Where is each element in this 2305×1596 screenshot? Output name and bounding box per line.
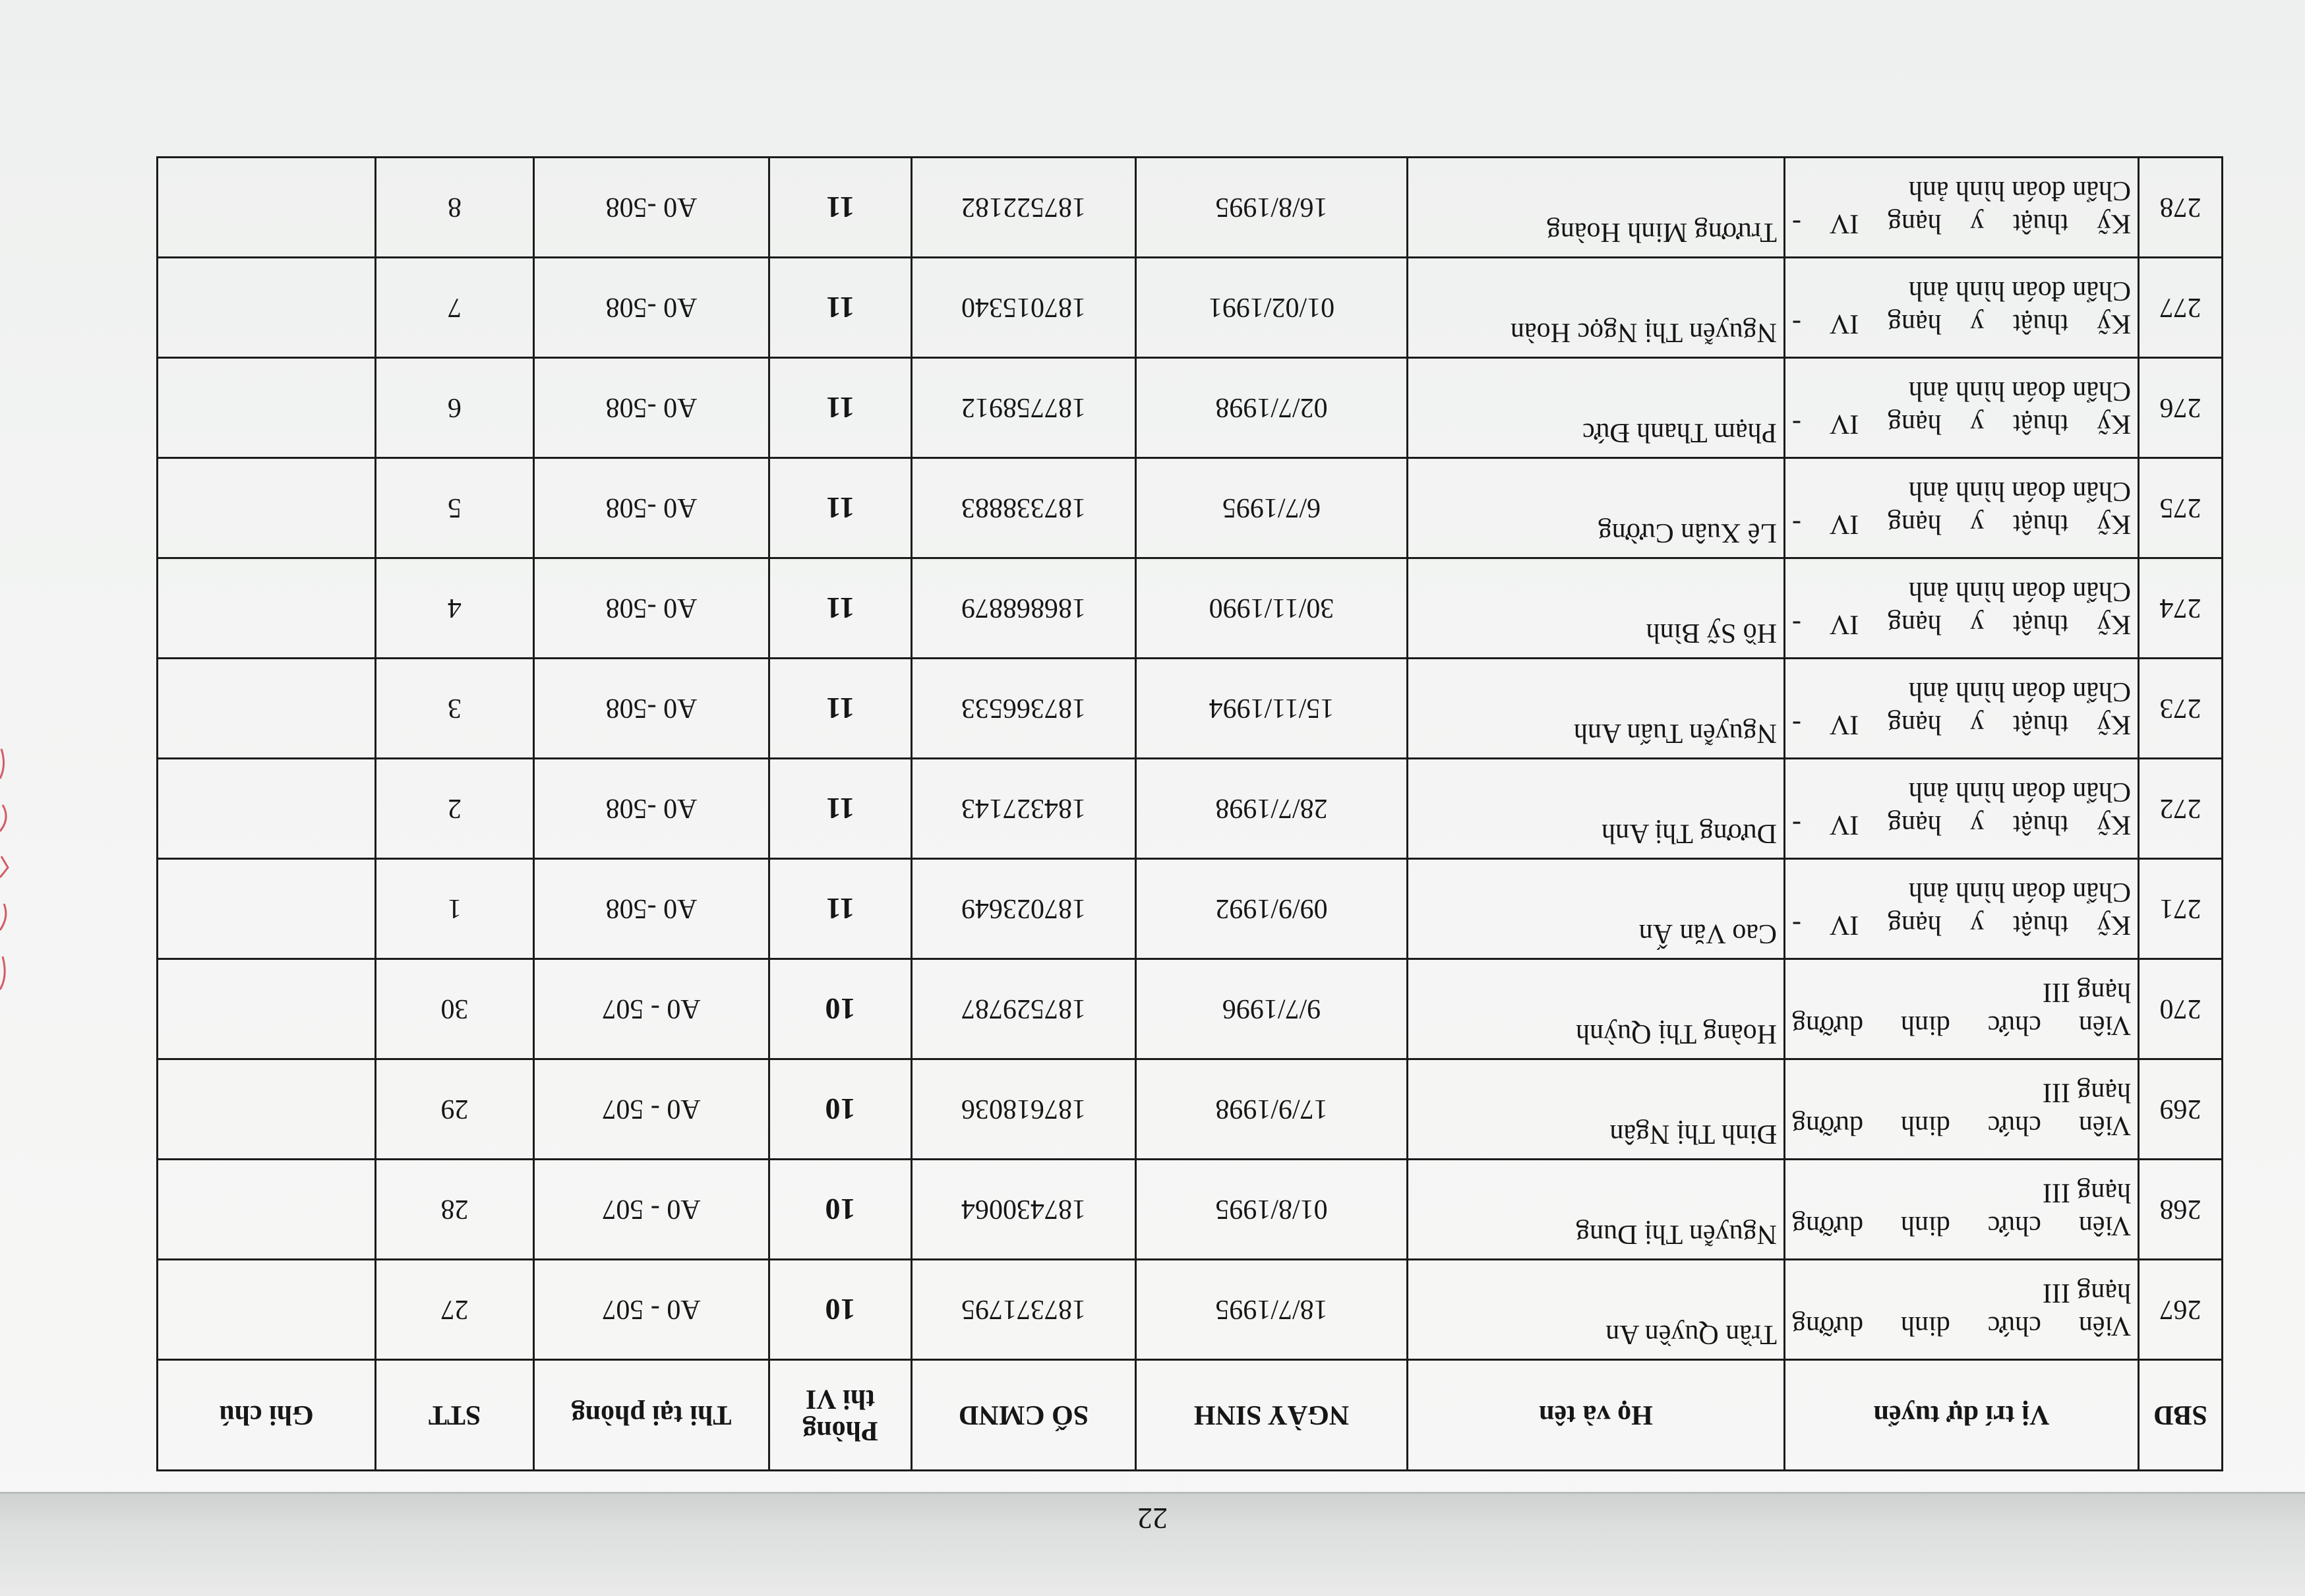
- cell-position: [1785, 258, 2139, 358]
- header-sbd: SBD: [2139, 1360, 2223, 1471]
- cell-cmnd: 187366533: [912, 659, 1136, 759]
- header-cmnd: SỐ CMND: [912, 1360, 1136, 1471]
- cell-note: [158, 558, 376, 659]
- header-stt: STT: [376, 1360, 534, 1471]
- cell-dob: 30/11/1990: [1136, 558, 1408, 659]
- header-room-line2: thi VI: [805, 1384, 876, 1415]
- cell-stt: 7: [376, 258, 534, 358]
- table-row: [158, 759, 2223, 859]
- cell-sbd: 269: [2139, 1059, 2223, 1160]
- cell-stt: 1: [376, 859, 534, 959]
- cell-sbd: 271: [2139, 859, 2223, 959]
- position-line2: hạng III: [2042, 977, 2131, 1008]
- cell-position: [1785, 158, 2139, 258]
- cell-room: 11: [769, 358, 912, 458]
- cell-room: 10: [769, 1160, 912, 1260]
- header-position: Vị trí dự tuyển: [1785, 1360, 2139, 1471]
- position-line2: hạng III: [2042, 1177, 2131, 1208]
- position-line1: Viên chức dinh dưỡng: [1792, 1110, 2131, 1141]
- cell-note: [158, 1160, 376, 1260]
- cell-sbd: 270: [2139, 959, 2223, 1059]
- cell-stt: 27: [376, 1260, 534, 1360]
- cell-sbd: 277: [2139, 258, 2223, 358]
- cell-name: Trương Minh Hoàng: [1408, 158, 1785, 258]
- cell-stt: 30: [376, 959, 534, 1059]
- page-number: 22: [1137, 1502, 1168, 1535]
- header-room-line1: Phòng: [802, 1415, 878, 1446]
- cell-dob: 17/9/1998: [1136, 1059, 1408, 1160]
- position-line2: Chẩn đoán hình ảnh: [1908, 175, 2131, 206]
- cell-position: [1785, 558, 2139, 659]
- cell-note: [158, 659, 376, 759]
- cell-name: Đinh Thị Ngân: [1408, 1059, 1785, 1160]
- table-row: [158, 158, 2223, 258]
- cell-sbd: 274: [2139, 558, 2223, 659]
- cell-location: A0 -508: [534, 859, 769, 959]
- red-stamp-edge-marks: [0, 726, 17, 1003]
- header-name: Họ và tên: [1408, 1360, 1785, 1471]
- cell-room: 11: [769, 859, 912, 959]
- cell-note: [158, 158, 376, 258]
- cell-name: Dương Thị Anh: [1408, 759, 1785, 859]
- cell-position: [1785, 458, 2139, 558]
- cell-dob: 15/11/1994: [1136, 659, 1408, 759]
- cell-location: A0 -508: [534, 358, 769, 458]
- header-dob: NGÀY SINH: [1136, 1360, 1408, 1471]
- position-line1: Kỹ thuật y hạng IV -: [1792, 409, 2131, 440]
- cell-cmnd: 187371795: [912, 1260, 1136, 1360]
- header-location: Thi tại phòng: [534, 1360, 769, 1471]
- cell-dob: 18/7/1995: [1136, 1260, 1408, 1360]
- cell-sbd: 272: [2139, 759, 2223, 859]
- header-row: [158, 1360, 2223, 1471]
- cell-position: [1785, 959, 2139, 1059]
- table-body: [158, 158, 2223, 1360]
- cell-cmnd: 187522182: [912, 158, 1136, 258]
- cell-position: [1785, 1160, 2139, 1260]
- cell-cmnd: 187015340: [912, 258, 1136, 358]
- cell-sbd: 268: [2139, 1160, 2223, 1260]
- table-row: [158, 659, 2223, 759]
- cell-dob: 02/7/1998: [1136, 358, 1408, 458]
- position-line2: Chẩn đoán hình ảnh: [1908, 777, 2131, 808]
- cell-location: A0 -508: [534, 158, 769, 258]
- cell-dob: 9/7/1996: [1136, 959, 1408, 1059]
- cell-dob: 01/8/1995: [1136, 1160, 1408, 1260]
- cell-location: A0 -508: [534, 558, 769, 659]
- cell-dob: 01/02/1991: [1136, 258, 1408, 358]
- cell-room: 10: [769, 1260, 912, 1360]
- cell-position: [1785, 759, 2139, 859]
- table-row: [158, 1260, 2223, 1360]
- position-line1: Viên chức dinh dưỡng: [1792, 1010, 2131, 1041]
- position-line1: Kỹ thuật y hạng IV -: [1792, 309, 2131, 340]
- cell-location: A0 - 507: [534, 959, 769, 1059]
- position-line1: Kỹ thuật y hạng IV -: [1792, 810, 2131, 841]
- table-row: [158, 558, 2223, 659]
- position-line1: Kỹ thuật y hạng IV -: [1792, 509, 2131, 540]
- cell-room: 10: [769, 1059, 912, 1160]
- position-line1: Viên chức dinh dưỡng: [1792, 1210, 2131, 1241]
- cell-cmnd: 187338883: [912, 458, 1136, 558]
- position-line1: Viên chức dinh dưỡng: [1792, 1311, 2131, 1342]
- cell-stt: 5: [376, 458, 534, 558]
- cell-dob: 28/7/1998: [1136, 759, 1408, 859]
- cell-note: [158, 859, 376, 959]
- position-line2: hạng III: [2042, 1077, 2131, 1108]
- cell-sbd: 278: [2139, 158, 2223, 258]
- cell-cmnd: 184327143: [912, 759, 1136, 859]
- position-line1: Kỹ thuật y hạng IV -: [1792, 910, 2131, 941]
- cell-location: A0 - 507: [534, 1260, 769, 1360]
- header-room: [769, 1360, 912, 1471]
- cell-location: A0 -508: [534, 759, 769, 859]
- cell-name: Hoàng Thị Quỳnh: [1408, 959, 1785, 1059]
- cell-stt: 3: [376, 659, 534, 759]
- cell-name: Nguyễn Thị Dung: [1408, 1160, 1785, 1260]
- cell-location: A0 - 507: [534, 1160, 769, 1260]
- position-line1: Kỹ thuật y hạng IV -: [1792, 609, 2131, 640]
- cell-stt: 2: [376, 759, 534, 859]
- position-line1: Kỹ thuật y hạng IV -: [1792, 208, 2131, 239]
- cell-dob: 6/7/1995: [1136, 458, 1408, 558]
- header-note: Ghi chú: [158, 1360, 376, 1471]
- position-line2: Chẩn đoán hình ảnh: [1908, 676, 2131, 707]
- cell-room: 11: [769, 458, 912, 558]
- cell-position: [1785, 659, 2139, 759]
- cell-stt: 6: [376, 358, 534, 458]
- cell-room: 11: [769, 659, 912, 759]
- cell-note: [158, 358, 376, 458]
- cell-location: A0 - 507: [534, 1059, 769, 1160]
- cell-note: [158, 1260, 376, 1360]
- cell-room: 11: [769, 158, 912, 258]
- cell-name: Hồ Sỹ Bình: [1408, 558, 1785, 659]
- cell-cmnd: 186868879: [912, 558, 1136, 659]
- cell-room: 11: [769, 558, 912, 659]
- table-row: [158, 358, 2223, 458]
- cell-sbd: 273: [2139, 659, 2223, 759]
- cell-room: 10: [769, 959, 912, 1059]
- cell-position: [1785, 859, 2139, 959]
- cell-note: [158, 258, 376, 358]
- position-line2: hạng III: [2042, 1278, 2131, 1309]
- cell-cmnd: 187023649: [912, 859, 1136, 959]
- cell-cmnd: 187430064: [912, 1160, 1136, 1260]
- cell-note: [158, 458, 376, 558]
- cell-location: A0 -508: [534, 458, 769, 558]
- table-row: [158, 458, 2223, 558]
- table-row: [158, 1059, 2223, 1160]
- cell-position: [1785, 358, 2139, 458]
- cell-name: Trần Quyền An: [1408, 1260, 1785, 1360]
- position-line2: Chẩn đoán hình ảnh: [1908, 576, 2131, 607]
- cell-name: Cao Văn Ấn: [1408, 859, 1785, 959]
- cell-location: A0 -508: [534, 258, 769, 358]
- cell-room: 11: [769, 258, 912, 358]
- cell-position: [1785, 1059, 2139, 1160]
- position-line2: Chẩn đoán hình ảnh: [1908, 376, 2131, 407]
- table-row: [158, 959, 2223, 1059]
- cell-cmnd: 187618036: [912, 1059, 1136, 1160]
- cell-name: Lê Xuân Cường: [1408, 458, 1785, 558]
- cell-note: [158, 759, 376, 859]
- cell-sbd: 275: [2139, 458, 2223, 558]
- cell-sbd: 276: [2139, 358, 2223, 458]
- cell-sbd: 267: [2139, 1260, 2223, 1360]
- position-line2: Chẩn đoán hình ảnh: [1908, 276, 2131, 307]
- cell-stt: 4: [376, 558, 534, 659]
- position-line2: Chẩn đoán hình ảnh: [1908, 877, 2131, 908]
- position-line1: Kỹ thuật y hạng IV -: [1792, 709, 2131, 740]
- candidate-table: [156, 156, 2223, 1471]
- cell-stt: 29: [376, 1059, 534, 1160]
- cell-stt: 8: [376, 158, 534, 258]
- position-line2: Chẩn đoán hình ảnh: [1908, 476, 2131, 507]
- table-row: [158, 258, 2223, 358]
- table-row: [158, 1160, 2223, 1260]
- cell-note: [158, 959, 376, 1059]
- cell-dob: 09/9/1992: [1136, 859, 1408, 959]
- cell-position: [1785, 1260, 2139, 1360]
- cell-note: [158, 1059, 376, 1160]
- cell-cmnd: 187758912: [912, 358, 1136, 458]
- cell-name: Phạm Thanh Đức: [1408, 358, 1785, 458]
- table-row: [158, 859, 2223, 959]
- cell-location: A0 -508: [534, 659, 769, 759]
- cell-room: 11: [769, 759, 912, 859]
- cell-stt: 28: [376, 1160, 534, 1260]
- cell-dob: 16/8/1995: [1136, 158, 1408, 258]
- cell-name: Nguyễn Tuấn Anh: [1408, 659, 1785, 759]
- cell-cmnd: 187529787: [912, 959, 1136, 1059]
- cell-name: Nguyễn Thị Ngọc Hoàn: [1408, 258, 1785, 358]
